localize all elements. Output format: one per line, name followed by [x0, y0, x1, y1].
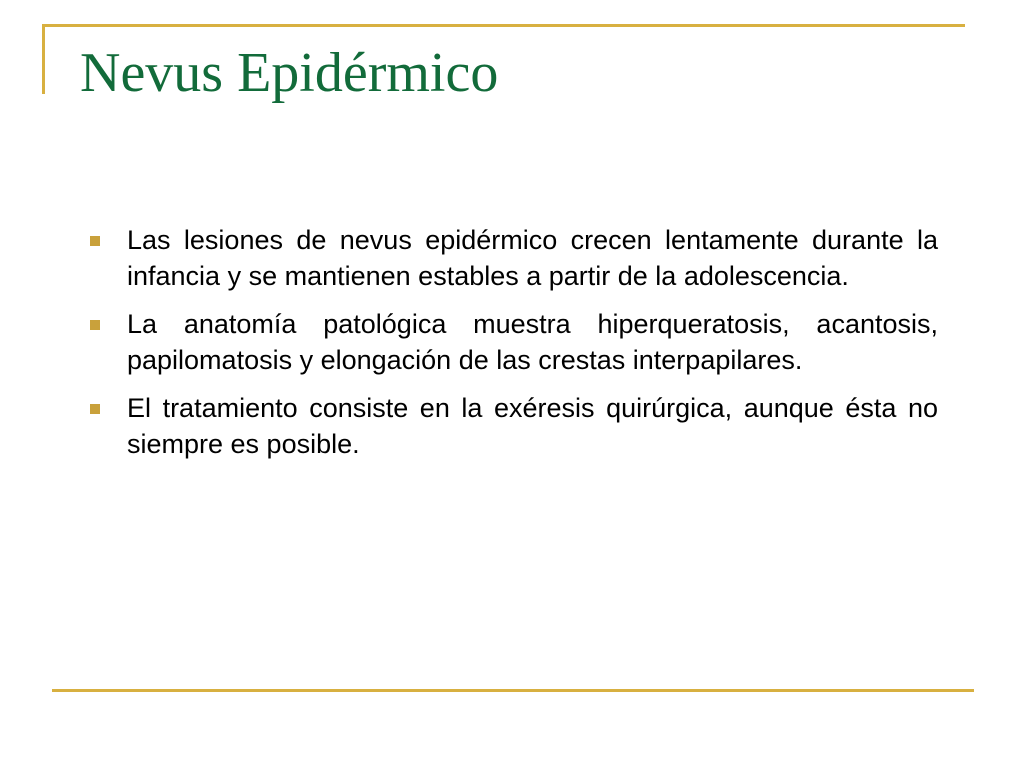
square-bullet-icon	[90, 404, 100, 414]
bullet-item	[90, 222, 938, 294]
bullet-item	[90, 306, 938, 378]
slide-title: Nevus Epidérmico	[80, 42, 499, 104]
bullet-text: El tratamiento consiste en la exéresis quirúrgica, aunque ésta no siempre es posible.	[127, 393, 938, 459]
bullet-text: Las lesiones de nevus epidérmico crecen lentamente durante la infancia y se mantienen estables a partir de la adolescencia.	[127, 225, 938, 291]
square-bullet-icon	[90, 236, 100, 246]
bullet-list	[90, 222, 938, 474]
left-accent-rule	[42, 24, 45, 94]
bottom-accent-rule	[52, 689, 974, 692]
top-accent-rule	[43, 24, 965, 27]
square-bullet-icon	[90, 320, 100, 330]
bullet-item	[90, 390, 938, 462]
bullet-text: La anatomía patológica muestra hiperqueratosis, acantosis, papilomatosis y elongación de las crestas interpapilares.	[127, 309, 938, 375]
